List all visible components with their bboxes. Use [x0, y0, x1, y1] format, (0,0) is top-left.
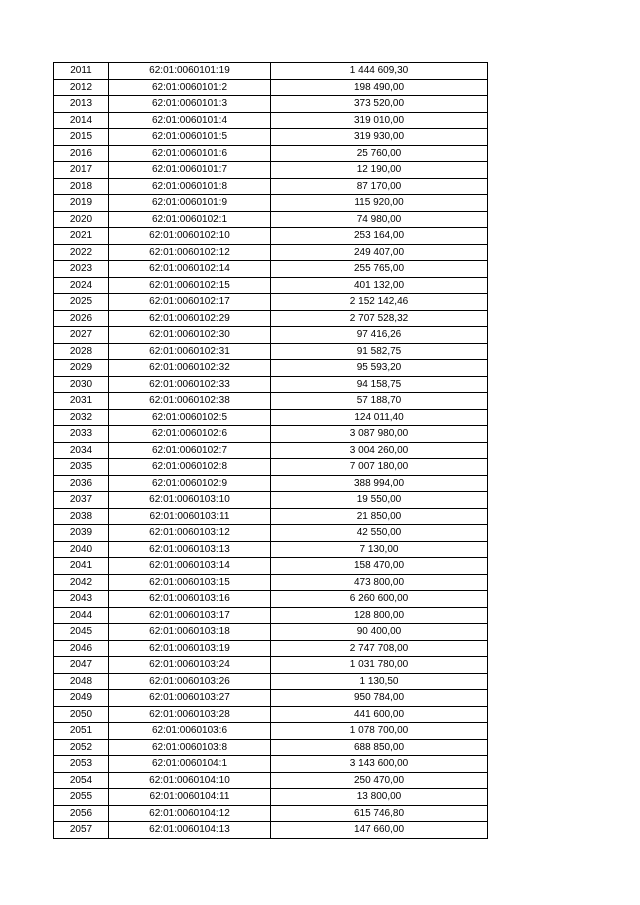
cadastral-value-cell: 12 190,00 [271, 162, 488, 179]
table-row [54, 822, 488, 839]
row-number-cell: 2019 [54, 195, 109, 212]
table-row [54, 805, 488, 822]
cadastral-value-cell: 615 746,80 [271, 805, 488, 822]
cadastral-number-cell: 62:01:0060103:28 [109, 706, 271, 723]
cadastral-value-cell: 147 660,00 [271, 822, 488, 839]
row-number-cell: 2044 [54, 607, 109, 624]
cadastral-number-cell: 62:01:0060103:17 [109, 607, 271, 624]
cadastral-number-cell: 62:01:0060101:8 [109, 178, 271, 195]
cadastral-number-cell: 62:01:0060102:5 [109, 409, 271, 426]
cadastral-number-cell: 62:01:0060103:10 [109, 492, 271, 509]
cadastral-number-cell: 62:01:0060104:12 [109, 805, 271, 822]
table-row [54, 79, 488, 96]
row-number-cell: 2012 [54, 79, 109, 96]
cadastral-value-cell: 97 416,26 [271, 327, 488, 344]
row-number-cell: 2053 [54, 756, 109, 773]
cadastral-value-cell: 3 087 980,00 [271, 426, 488, 443]
cadastral-number-cell: 62:01:0060103:19 [109, 640, 271, 657]
cadastral-number-cell: 62:01:0060102:29 [109, 310, 271, 327]
row-number-cell: 2050 [54, 706, 109, 723]
table-row [54, 624, 488, 641]
table-row [54, 178, 488, 195]
cadastral-number-cell: 62:01:0060103:8 [109, 739, 271, 756]
cadastral-value-cell: 388 994,00 [271, 475, 488, 492]
cadastral-value-cell: 255 765,00 [271, 261, 488, 278]
row-number-cell: 2040 [54, 541, 109, 558]
table-body [54, 63, 488, 839]
cadastral-value-cell: 2 152 142,46 [271, 294, 488, 311]
cadastral-value-table-container [53, 62, 487, 839]
table-row [54, 442, 488, 459]
row-number-cell: 2036 [54, 475, 109, 492]
row-number-cell: 2049 [54, 690, 109, 707]
row-number-cell: 2032 [54, 409, 109, 426]
cadastral-number-cell: 62:01:0060103:13 [109, 541, 271, 558]
cadastral-value-cell: 3 143 600,00 [271, 756, 488, 773]
table-row [54, 426, 488, 443]
table-row [54, 376, 488, 393]
cadastral-number-cell: 62:01:0060103:15 [109, 574, 271, 591]
cadastral-value-cell: 115 920,00 [271, 195, 488, 212]
cadastral-number-cell: 62:01:0060101:6 [109, 145, 271, 162]
cadastral-value-cell: 3 004 260,00 [271, 442, 488, 459]
cadastral-number-cell: 62:01:0060102:14 [109, 261, 271, 278]
table-row [54, 327, 488, 344]
table-row [54, 607, 488, 624]
row-number-cell: 2021 [54, 228, 109, 245]
cadastral-number-cell: 62:01:0060102:38 [109, 393, 271, 410]
cadastral-number-cell: 62:01:0060103:27 [109, 690, 271, 707]
table-row [54, 706, 488, 723]
cadastral-value-cell: 74 980,00 [271, 211, 488, 228]
row-number-cell: 2046 [54, 640, 109, 657]
cadastral-number-cell: 62:01:0060102:33 [109, 376, 271, 393]
cadastral-value-cell: 158 470,00 [271, 558, 488, 575]
row-number-cell: 2048 [54, 673, 109, 690]
cadastral-number-cell: 62:01:0060102:17 [109, 294, 271, 311]
table-row [54, 129, 488, 146]
table-row [54, 294, 488, 311]
table-row [54, 574, 488, 591]
table-row [54, 261, 488, 278]
row-number-cell: 2035 [54, 459, 109, 476]
cadastral-value-cell: 401 132,00 [271, 277, 488, 294]
cadastral-value-cell: 1 078 700,00 [271, 723, 488, 740]
table-row [54, 508, 488, 525]
cadastral-value-cell: 253 164,00 [271, 228, 488, 245]
row-number-cell: 2016 [54, 145, 109, 162]
table-row [54, 63, 488, 80]
cadastral-number-cell: 62:01:0060104:13 [109, 822, 271, 839]
row-number-cell: 2045 [54, 624, 109, 641]
cadastral-number-cell: 62:01:0060103:24 [109, 657, 271, 674]
cadastral-value-cell: 249 407,00 [271, 244, 488, 261]
row-number-cell: 2031 [54, 393, 109, 410]
table-row [54, 772, 488, 789]
row-number-cell: 2027 [54, 327, 109, 344]
cadastral-number-cell: 62:01:0060103:18 [109, 624, 271, 641]
cadastral-number-cell: 62:01:0060101:2 [109, 79, 271, 96]
table-row [54, 360, 488, 377]
cadastral-number-cell: 62:01:0060102:8 [109, 459, 271, 476]
cadastral-value-cell: 250 470,00 [271, 772, 488, 789]
row-number-cell: 2014 [54, 112, 109, 129]
table-row [54, 723, 488, 740]
table-row [54, 673, 488, 690]
cadastral-value-cell: 87 170,00 [271, 178, 488, 195]
cadastral-number-cell: 62:01:0060102:10 [109, 228, 271, 245]
cadastral-number-cell: 62:01:0060102:31 [109, 343, 271, 360]
table-row [54, 409, 488, 426]
cadastral-number-cell: 62:01:0060103:6 [109, 723, 271, 740]
cadastral-number-cell: 62:01:0060101:19 [109, 63, 271, 80]
cadastral-number-cell: 62:01:0060101:3 [109, 96, 271, 113]
table-row [54, 756, 488, 773]
cadastral-value-cell: 25 760,00 [271, 145, 488, 162]
cadastral-value-cell: 57 188,70 [271, 393, 488, 410]
row-number-cell: 2026 [54, 310, 109, 327]
row-number-cell: 2018 [54, 178, 109, 195]
row-number-cell: 2022 [54, 244, 109, 261]
cadastral-value-cell: 128 800,00 [271, 607, 488, 624]
cadastral-value-cell: 91 582,75 [271, 343, 488, 360]
cadastral-value-cell: 7 130,00 [271, 541, 488, 558]
table-row [54, 277, 488, 294]
cadastral-value-cell: 1 031 780,00 [271, 657, 488, 674]
row-number-cell: 2057 [54, 822, 109, 839]
cadastral-value-cell: 7 007 180,00 [271, 459, 488, 476]
row-number-cell: 2039 [54, 525, 109, 542]
cadastral-value-table [53, 62, 488, 839]
row-number-cell: 2041 [54, 558, 109, 575]
cadastral-value-cell: 2 707 528,32 [271, 310, 488, 327]
row-number-cell: 2011 [54, 63, 109, 80]
row-number-cell: 2037 [54, 492, 109, 509]
table-row [54, 211, 488, 228]
cadastral-number-cell: 62:01:0060102:15 [109, 277, 271, 294]
cadastral-value-cell: 441 600,00 [271, 706, 488, 723]
cadastral-number-cell: 62:01:0060101:9 [109, 195, 271, 212]
row-number-cell: 2051 [54, 723, 109, 740]
table-row [54, 640, 488, 657]
cadastral-value-cell: 319 930,00 [271, 129, 488, 146]
row-number-cell: 2013 [54, 96, 109, 113]
table-row [54, 244, 488, 261]
cadastral-number-cell: 62:01:0060101:5 [109, 129, 271, 146]
cadastral-value-cell: 90 400,00 [271, 624, 488, 641]
cadastral-number-cell: 62:01:0060102:30 [109, 327, 271, 344]
table-row [54, 657, 488, 674]
table-row [54, 228, 488, 245]
row-number-cell: 2028 [54, 343, 109, 360]
cadastral-value-cell: 21 850,00 [271, 508, 488, 525]
cadastral-number-cell: 62:01:0060104:1 [109, 756, 271, 773]
row-number-cell: 2020 [54, 211, 109, 228]
row-number-cell: 2024 [54, 277, 109, 294]
row-number-cell: 2034 [54, 442, 109, 459]
table-row [54, 475, 488, 492]
table-row [54, 690, 488, 707]
table-row [54, 112, 488, 129]
cadastral-number-cell: 62:01:0060101:4 [109, 112, 271, 129]
row-number-cell: 2054 [54, 772, 109, 789]
cadastral-number-cell: 62:01:0060104:10 [109, 772, 271, 789]
cadastral-value-cell: 19 550,00 [271, 492, 488, 509]
row-number-cell: 2043 [54, 591, 109, 608]
row-number-cell: 2017 [54, 162, 109, 179]
row-number-cell: 2025 [54, 294, 109, 311]
cadastral-number-cell: 62:01:0060103:16 [109, 591, 271, 608]
table-row [54, 541, 488, 558]
cadastral-value-cell: 13 800,00 [271, 789, 488, 806]
cadastral-value-cell: 950 784,00 [271, 690, 488, 707]
cadastral-number-cell: 62:01:0060102:6 [109, 426, 271, 443]
cadastral-number-cell: 62:01:0060103:14 [109, 558, 271, 575]
row-number-cell: 2047 [54, 657, 109, 674]
cadastral-number-cell: 62:01:0060102:9 [109, 475, 271, 492]
cadastral-value-cell: 1 444 609,30 [271, 63, 488, 80]
table-row [54, 558, 488, 575]
cadastral-number-cell: 62:01:0060102:12 [109, 244, 271, 261]
cadastral-number-cell: 62:01:0060103:12 [109, 525, 271, 542]
table-row [54, 739, 488, 756]
row-number-cell: 2029 [54, 360, 109, 377]
row-number-cell: 2033 [54, 426, 109, 443]
table-row [54, 525, 488, 542]
row-number-cell: 2056 [54, 805, 109, 822]
cadastral-value-cell: 2 747 708,00 [271, 640, 488, 657]
cadastral-number-cell: 62:01:0060101:7 [109, 162, 271, 179]
cadastral-value-cell: 1 130,50 [271, 673, 488, 690]
cadastral-value-cell: 373 520,00 [271, 96, 488, 113]
cadastral-value-cell: 473 800,00 [271, 574, 488, 591]
row-number-cell: 2055 [54, 789, 109, 806]
row-number-cell: 2042 [54, 574, 109, 591]
table-row [54, 343, 488, 360]
row-number-cell: 2015 [54, 129, 109, 146]
table-row [54, 591, 488, 608]
cadastral-value-cell: 198 490,00 [271, 79, 488, 96]
table-row [54, 789, 488, 806]
cadastral-number-cell: 62:01:0060103:26 [109, 673, 271, 690]
cadastral-value-cell: 6 260 600,00 [271, 591, 488, 608]
row-number-cell: 2052 [54, 739, 109, 756]
cadastral-number-cell: 62:01:0060103:11 [109, 508, 271, 525]
table-row [54, 310, 488, 327]
cadastral-number-cell: 62:01:0060102:7 [109, 442, 271, 459]
cadastral-value-cell: 124 011,40 [271, 409, 488, 426]
cadastral-value-cell: 94 158,75 [271, 376, 488, 393]
table-row [54, 492, 488, 509]
cadastral-number-cell: 62:01:0060102:1 [109, 211, 271, 228]
cadastral-value-cell: 42 550,00 [271, 525, 488, 542]
cadastral-number-cell: 62:01:0060104:11 [109, 789, 271, 806]
cadastral-value-cell: 319 010,00 [271, 112, 488, 129]
row-number-cell: 2038 [54, 508, 109, 525]
table-row [54, 145, 488, 162]
cadastral-value-cell: 95 593,20 [271, 360, 488, 377]
table-row [54, 459, 488, 476]
row-number-cell: 2030 [54, 376, 109, 393]
table-row [54, 393, 488, 410]
cadastral-value-cell: 688 850,00 [271, 739, 488, 756]
table-row [54, 162, 488, 179]
cadastral-number-cell: 62:01:0060102:32 [109, 360, 271, 377]
table-row [54, 195, 488, 212]
row-number-cell: 2023 [54, 261, 109, 278]
table-row [54, 96, 488, 113]
